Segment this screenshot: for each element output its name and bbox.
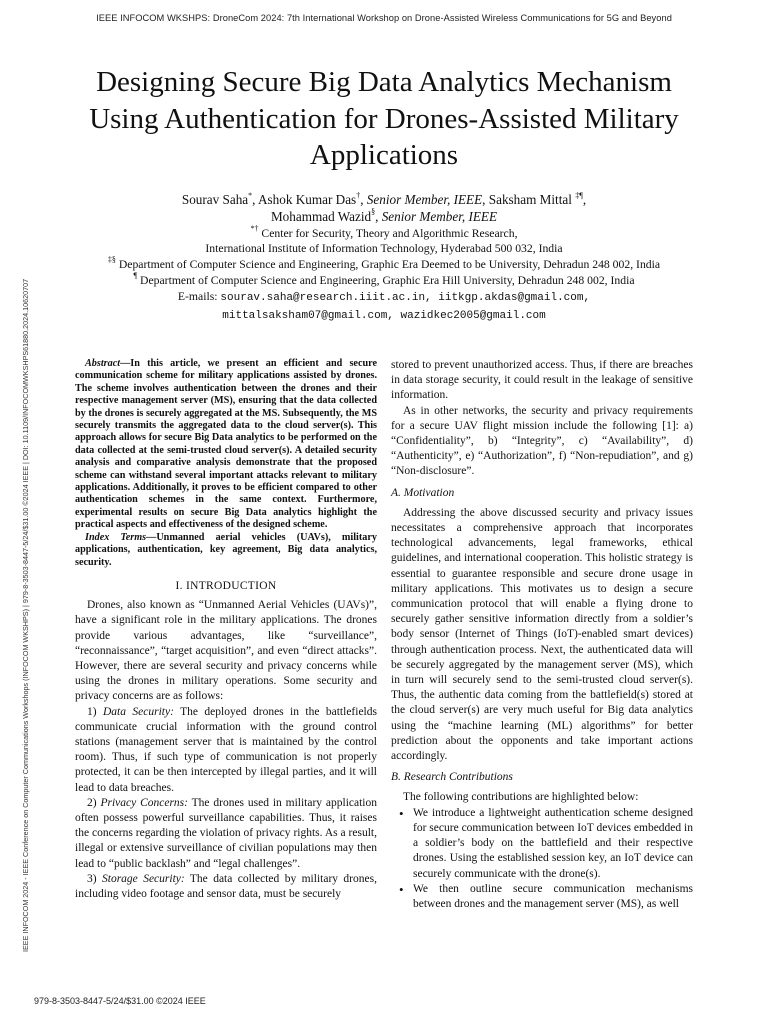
paragraph: Drones, also known as “Unmanned Aerial Vehicles (UAVs)”, have a significant role in the military applications. The drones provide various advantages, like “surveillance”, “reconnaissance”, “target acquisition”, and even “direct attacks”. However, there are several security and privacy concerns while using the drones in military operations. Some security and privacy concerns are as follows: xyxy=(75,599,377,703)
contribution-list xyxy=(391,806,693,912)
item-title: Privacy Concerns: xyxy=(100,796,188,809)
title-line: Using Authentication for Drones-Assisted Military xyxy=(89,102,679,135)
item-number: 3) xyxy=(87,872,102,885)
affiliation-text: Department of Computer Science and Engineering, Graphic Era Deemed to be University, Dehradun 248 002, India xyxy=(115,258,661,272)
author-mark: ‡¶ xyxy=(575,190,583,200)
author-role: Senior Member, IEEE xyxy=(381,208,498,224)
abstract-lead: Abstract xyxy=(85,358,121,369)
emails-line-2 xyxy=(60,307,708,325)
author-name: Saksham Mittal xyxy=(488,192,576,207)
email-address[interactable]: sourav.saha@research.iiit.ac.in, iitkgp.akdas@gmail.com, xyxy=(220,291,591,304)
right-column xyxy=(391,358,693,912)
section-heading: I. INTRODUCTION xyxy=(175,579,277,592)
author-name: Mohammad Wazid xyxy=(270,208,372,224)
title-line: Designing Secure Big Data Analytics Mechanism xyxy=(96,66,672,98)
item-number: 2) xyxy=(87,796,101,809)
index-terms-lead: Index Terms xyxy=(85,531,147,543)
emails-line-1 xyxy=(60,289,708,307)
separator: , xyxy=(360,192,367,207)
subsection-heading: B. Research Contributions xyxy=(391,771,513,784)
index-terms-text: —Unmanned aerial vehicles (UAVs), military applications, authentication, key agreement, Big data analytics, security. xyxy=(75,531,377,568)
affiliation-mark: ‡§ xyxy=(107,255,116,265)
title-line: Applications xyxy=(309,139,459,171)
index-terms xyxy=(75,532,377,569)
separator: , xyxy=(582,192,587,207)
list-item: • We introduce a lightweight authentication scheme designed for secure communication between IoT devices embedded in a soldier’s body on the battlefield and their respective drones. Using the established session key, an IoT device can securely communicate with the drone(s). xyxy=(413,806,693,882)
author-name: Ashok Kumar Das xyxy=(258,192,357,207)
affiliation-1 xyxy=(60,223,708,242)
paragraph: As in other networks, the security and privacy requirements for a secure UAV flight mission include the following [1]: a) “Confidentiality”, b) “Integrity”, c) “Availability”, d) “Authenticity”, e) “Authorization”, f) “Non-repudiation”, and g) “Non-disclosure”. xyxy=(391,404,693,478)
item-text: The deployed drones in the battlefields communicate crucial information with the ground control stations (management server that is maintained by the control room). Thus, if such type of communication is not properly protected, it can be then intercepted by illegal parties, and it will lead to data breaches. xyxy=(75,705,377,794)
separator: , xyxy=(252,192,259,207)
author-mark: § xyxy=(371,207,376,217)
abstract-paragraph xyxy=(75,358,377,532)
author-role: Senior Member, IEEE xyxy=(366,192,483,207)
conference-banner: IEEE INFOCOM WKSHPS: DroneCom 2024: 7th International Workshop on Drone-Assisted Wireless Communications for 5G and Beyond xyxy=(96,13,672,23)
intro-body xyxy=(75,598,377,902)
item-text: The drones used in military application often possess powerful surveillance capabilities. Thus, it raises the concerns regarding the violation of privacy rights. As a result, illegal or extensive surveillance of civilian populations may then lead to “public backlash” and “legal challenges”. xyxy=(75,796,377,870)
paragraph: stored to prevent unauthorized access. Thus, if there are breaches in data storage security, it could result in the leakage of sensitive information. xyxy=(391,359,693,402)
abstract-text: —In this article, we present an efficient and secure communication scheme for military applications assisted by drones. The scheme involves authentication between the drones and their respective management server (MS), ensuring that the data collected by the drones is securely aggregated at the MS. Subsequently, the MS securely transmits the aggregated data to the cloud server(s). This approach allows for secure Big Data analytics to be performed on the data collected at the semi-trusted cloud server(s). A detailed security analysis and comparative analysis demonstrate that the proposed scheme can withstand several important attacks relevant to military applications. Additionally, it proves to be efficient compared to other authentication schemes in the same context. Furthermore, experimental results on secure Big Data analytics highlight the practical aspects and effectiveness of the designed scheme. xyxy=(75,358,377,531)
list-item xyxy=(75,796,377,872)
paper-title xyxy=(60,64,708,174)
affiliation-text: Center for Security, Theory and Algorithmic Research, xyxy=(258,226,518,240)
paragraph: Addressing the above discussed security and privacy issues necessitates a comprehensive approach that incorporates technological advancements, legal frameworks, ethical guidelines, and international cooperation. This holistic strategy is essential to guarantee responsible and secure drone usage in military applications. This motivates us to design a secure communication protocol that will enable a flying drone to securely gather sensitive information directly from a soldier’s body sensor (Internet of Things (IoT)-enabled smart devices) through authentication process. Next, the authenticated data will be securely aggregated by the management server (MS), which in turn will securely send to the semi-trusted cloud server(s). Thus, the authentic data coming from the battlefield(s) stored at the cloud server(s) are very much useful for Big data analytics using the “machine learning (ML) algorithms” for better prediction about the opponents and take important actions accordingly. xyxy=(391,506,693,763)
item-title: Storage Security: xyxy=(102,872,185,885)
affiliation-3 xyxy=(60,273,708,289)
separator: , xyxy=(482,192,489,207)
item-title: Data Security: xyxy=(103,705,174,718)
side-doi-strip: IEEE INFOCOM 2024 - IEEE Conference on Computer Communications Workshops (INFOCOM WKSHPS) | 979-8-3503-8447-5/24/$31.00 ©2024 IEEE | DOI: 10.1109/INFOCOMWKSHPS61880.2024.10620707 xyxy=(21,278,30,952)
abstract xyxy=(75,358,377,569)
item-number: 1) xyxy=(87,705,103,718)
author-line-1 xyxy=(60,192,708,209)
affiliation-2 xyxy=(60,257,708,273)
list-item: • We then outline secure communication mechanisms between drones and the management server (MS), as well xyxy=(413,882,693,912)
author-name: Sourav Saha xyxy=(181,192,249,207)
item-text: The data collected by military drones, including video footage and sensor data, must be securely xyxy=(75,872,377,900)
author-mark: † xyxy=(356,190,361,200)
left-column xyxy=(75,358,377,902)
paragraph: The following contributions are highlighted below: xyxy=(403,791,639,804)
affiliation-text: Department of Computer Science and Engineering, Graphic Era Hill University, Dehradun 248 002, India xyxy=(137,273,635,287)
copyright-footer: 979-8-3503-8447-5/24/$31.00 ©2024 IEEE xyxy=(34,996,206,1006)
emails-label: E-mails: xyxy=(177,289,221,303)
affiliation-1b: International Institute of Information Technology, Hyderabad 500 032, India xyxy=(205,242,563,256)
separator: , xyxy=(375,208,382,224)
author-block xyxy=(60,192,708,324)
author-line-2 xyxy=(60,209,708,226)
affiliation-mark: ¶ xyxy=(133,271,138,281)
list-item xyxy=(75,705,377,796)
email-address[interactable]: mittalsaksham07@gmail.com, wazidkec2005@gmail.com xyxy=(222,309,546,322)
subsection-heading: A. Motivation xyxy=(391,486,455,499)
affiliation-mark: *† xyxy=(250,223,259,233)
author-mark: * xyxy=(248,190,253,200)
list-item xyxy=(75,872,377,902)
